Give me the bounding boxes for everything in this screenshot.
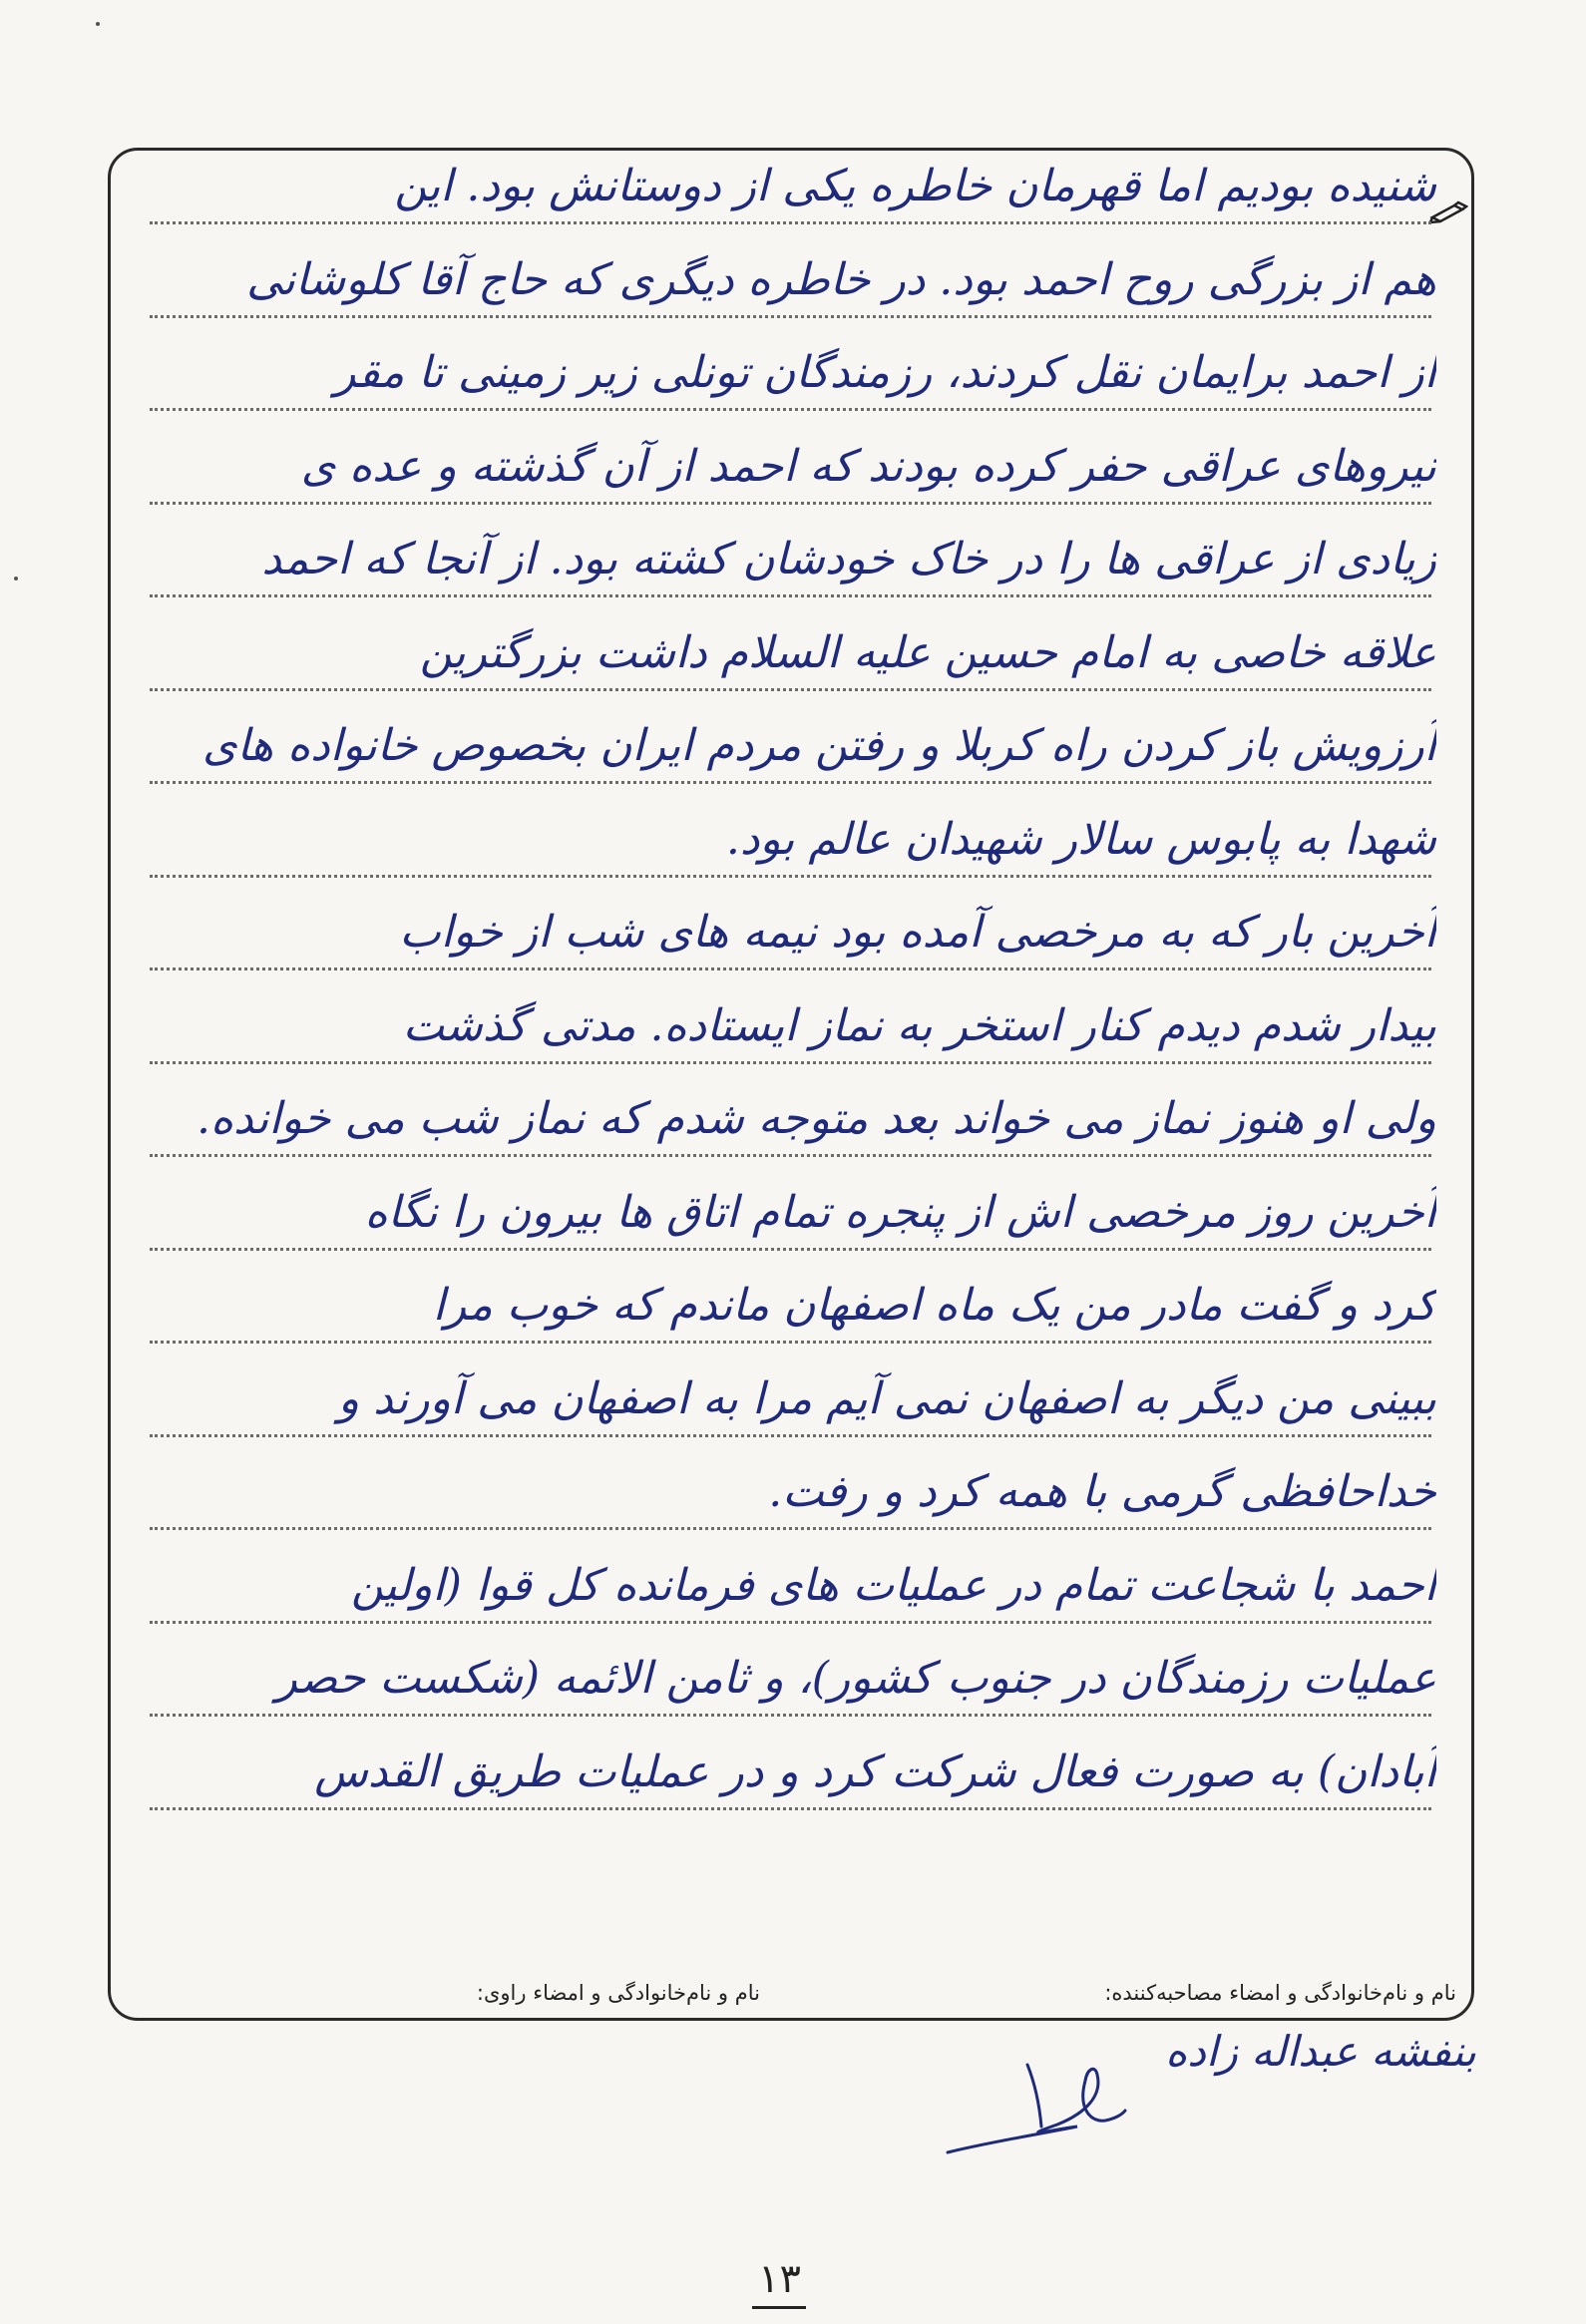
ruled-line bbox=[150, 1714, 1431, 1717]
handwritten-line: هم از بزرگی روح احمد بود. در خاطره دیگری که حاج آقا کلوشانی bbox=[246, 253, 1436, 305]
narrator-signature-label: نام و نام‌خانوادگی و امضاء راوی: bbox=[476, 1981, 760, 2005]
page-number-underline bbox=[752, 2306, 806, 2309]
ruled-line bbox=[150, 968, 1431, 970]
handwritten-line: نیروهای عراقی حفر کرده بودند که احمد از آن گذشته و عده ی bbox=[300, 440, 1436, 492]
ruled-line bbox=[150, 781, 1431, 784]
handwritten-line: آخرین روز مرخصی اش از پنجره تمام اتاق ها بیرون را نگاه bbox=[364, 1186, 1436, 1238]
handwritten-signature bbox=[928, 2035, 1127, 2164]
ruled-line bbox=[150, 1061, 1431, 1064]
handwritten-line: آرزویش باز کردن راه کربلا و رفتن مردم ایران بخصوص خانواده های bbox=[202, 720, 1436, 771]
page-number: ۱۳ bbox=[758, 2256, 801, 2302]
interviewer-name: بنفشه عبداله زاده bbox=[1165, 2027, 1476, 2076]
ruled-line bbox=[150, 1527, 1431, 1530]
handwritten-line: کرد و گفت مادر من یک ماه اصفهان ماندم که خوب مرا bbox=[432, 1280, 1436, 1331]
handwritten-line: آبادان) به صورت فعال شرکت کرد و در عملیات طریق القدس bbox=[314, 1745, 1436, 1797]
ruled-line bbox=[150, 1341, 1431, 1344]
handwritten-line: احمد با شجاعت تمام در عملیات های فرمانده کل قوا (اولین bbox=[351, 1559, 1436, 1611]
ruled-line bbox=[150, 594, 1431, 597]
handwritten-line: خداحافظی گرمی با همه کرد و رفت. bbox=[768, 1466, 1436, 1517]
ruled-line bbox=[150, 1434, 1431, 1437]
ruled-line bbox=[150, 315, 1431, 318]
handwritten-line: علاقه خاصی به امام حسین علیه السلام داشت بزرگترین bbox=[419, 626, 1436, 678]
handwritten-line: شنیده بودیم اما قهرمان خاطره یکی از دوستانش بود. این bbox=[394, 161, 1436, 211]
speck-mark bbox=[96, 22, 100, 26]
ruled-line bbox=[150, 875, 1431, 878]
handwritten-line: ببینی من دیگر به اصفهان نمی آیم مرا به اصفهان می آورند و bbox=[337, 1372, 1436, 1424]
ruled-line bbox=[150, 502, 1431, 505]
handwritten-line: آخرین بار که به مرخصی آمده بود نیمه های شب از خواب bbox=[399, 907, 1436, 958]
handwritten-line: عملیات رزمندگان در جنوب کشور)، و ثامن الائمه (شکست حصر bbox=[275, 1653, 1436, 1704]
ruled-line bbox=[150, 1154, 1431, 1157]
ruled-line bbox=[150, 221, 1431, 224]
ruled-line bbox=[150, 688, 1431, 691]
handwritten-line: از احمد برایمان نقل کردند، رزمندگان تونلی زیر زمینی تا مقر bbox=[334, 347, 1436, 398]
handwritten-line: شهدا به پابوس سالار شهیدان عالم بود. bbox=[725, 813, 1436, 865]
speck-mark bbox=[14, 577, 18, 581]
handwritten-line: ولی او هنوز نماز می خواند بعد متوجه شدم که نماز شب می خوانده. bbox=[196, 1093, 1436, 1144]
form-frame bbox=[108, 148, 1474, 2021]
ruled-line bbox=[150, 1248, 1431, 1251]
ruled-line bbox=[150, 408, 1431, 411]
ruled-line bbox=[150, 1807, 1431, 1810]
handwritten-line: زیادی از عراقی ها را در خاک خودشان کشته بود. از آنجا که احمد bbox=[261, 534, 1436, 584]
handwritten-line: بیدار شدم دیدم کنار استخر به نماز ایستاده. مدتی گذشت bbox=[402, 999, 1436, 1051]
interviewer-signature-label: نام و نام‌خانوادگی و امضاء مصاحبه‌کننده: bbox=[1104, 1981, 1456, 2005]
ruled-line bbox=[150, 1621, 1431, 1624]
